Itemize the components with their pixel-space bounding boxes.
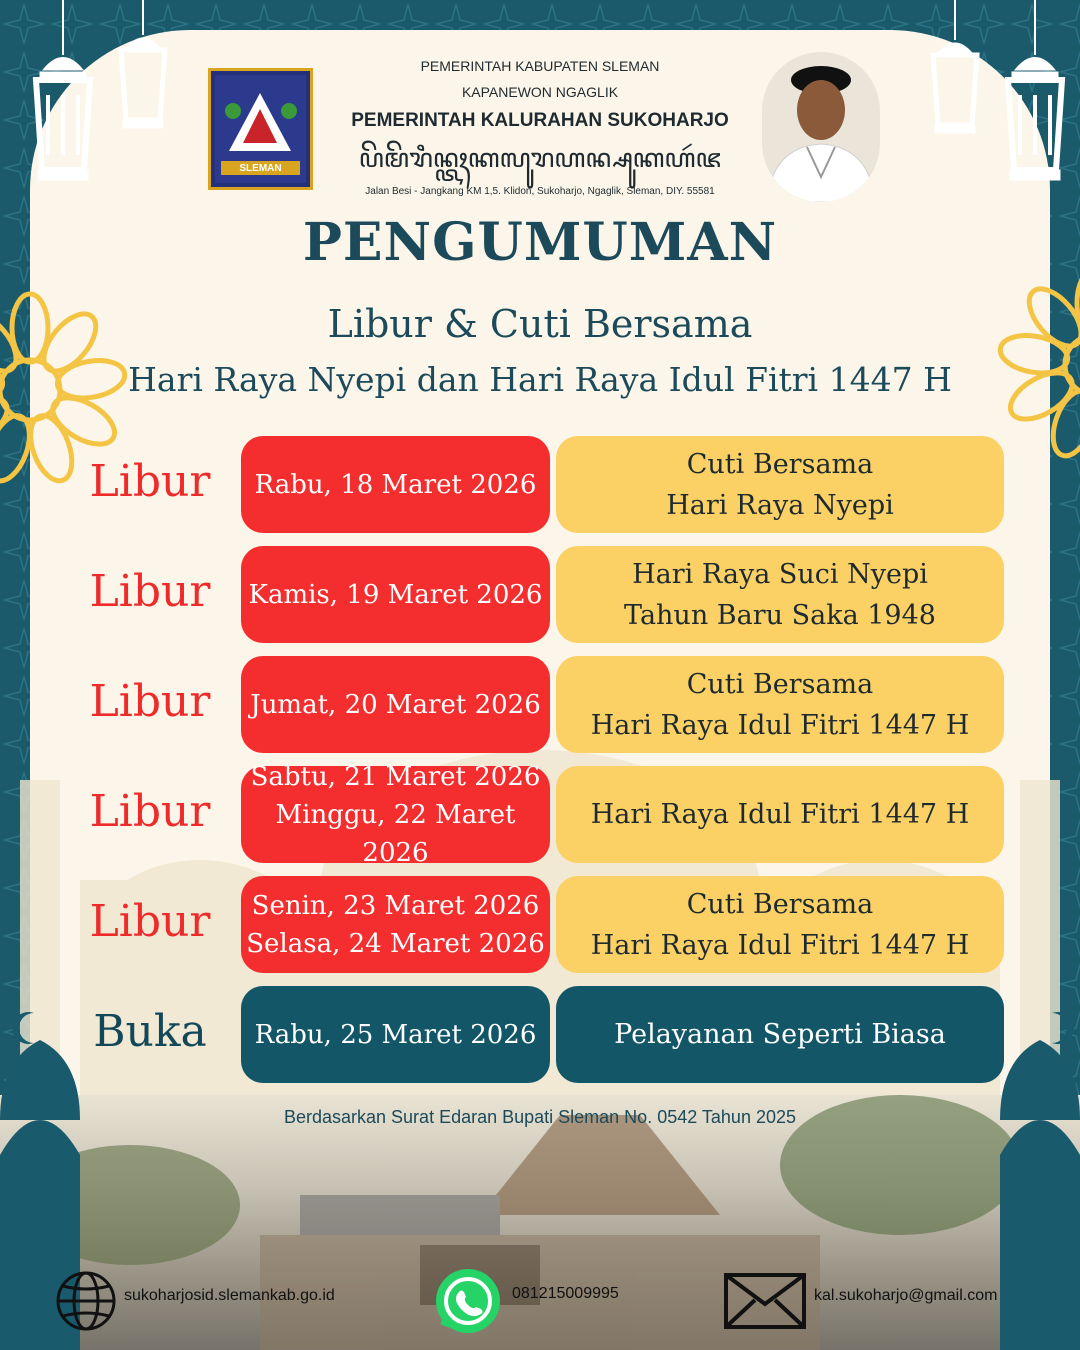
description-text: Hari Raya Idul Fitri 1447 H [590,709,970,741]
status-label: Libur [89,896,211,947]
description-text: Hari Raya Suci Nyepi [632,558,928,590]
whatsapp-icon [433,1266,503,1336]
phone-number[interactable]: 081215009995 [512,1285,619,1302]
date-text: Sabtu, 21 Maret 2026 [250,761,541,792]
date-pill [241,546,550,643]
date-text: Senin, 23 Maret 2026 [251,890,540,921]
status-label: Libur [89,456,211,507]
date-text: Minggu, 22 Maret 2026 [275,799,516,868]
description-text: Cuti Bersama [686,448,874,480]
date-pill [241,761,550,868]
description-text: Cuti Bersama [686,668,874,700]
header-line-regency: PEMERINTAH KABUPATEN SLEMAN [420,58,660,74]
description-pill [556,546,1004,643]
header-line-village: PEMERINTAH KALURAHAN SUKOHARJO [351,110,729,131]
mail-icon [723,1272,807,1330]
header-address: Jalan Besi - Jangkang KM 1,5. Klidon, Sukoharjo, Ngaglik, Sleman, DIY. 55581 [365,186,715,197]
official-portrait [762,52,880,202]
date-pill [241,876,550,973]
date-text: Rabu, 25 Maret 2026 [254,1019,537,1050]
header-line-district: KAPANEWON NGAGLIK [461,84,619,100]
description-pill [556,876,1004,973]
lantern-icon-left [18,0,198,230]
status-label: Libur [89,676,211,727]
date-text: Rabu, 18 Maret 2026 [254,469,537,500]
logo-label: SLEMAN [239,163,282,174]
description-text: Pelayanan Seperti Biasa [614,1019,946,1050]
date-text: Selasa, 24 Maret 2026 [246,928,545,959]
description-text: Hari Raya Idul Fitri 1447 H [590,929,970,961]
javanese-script: ꦥꦼꦩꦼꦫꦶꦤ꧀ꦠꦃꦏꦭꦸꦫꦲꦤ꧀ꦱꦸꦏꦲꦂꦗ [358,144,722,174]
description-pill [556,436,1004,533]
subtitle-occasion: Hari Raya Nyepi dan Hari Raya Idul Fitri 1447 H [128,360,952,399]
description-pill [556,766,1004,863]
description-text: Cuti Bersama [686,888,874,920]
village-office-photo [0,1095,1080,1350]
description-pill [556,986,1004,1083]
footnote: Berdasarkan Surat Edaran Bupati Sleman No. 0542 Tahun 2025 [283,1107,796,1127]
sleman-logo [208,68,313,190]
date-text: Kamis, 19 Maret 2026 [248,579,543,610]
status-label: Libur [89,786,211,837]
status-label: Libur [89,566,211,617]
page-title: PENGUMUMAN [302,212,778,273]
email-address[interactable]: kal.sukoharjo@gmail.com [814,1287,998,1304]
date-pill [241,656,550,753]
description-text: Hari Raya Idul Fitri 1447 H [590,799,970,830]
description-text: Hari Raya Nyepi [666,489,894,521]
description-pill [556,656,1004,753]
date-pill [241,986,550,1083]
date-pill [241,436,550,533]
description-text: Tahun Baru Saka 1948 [624,599,936,631]
website-link[interactable]: sukoharjosid.slemankab.go.id [124,1287,335,1304]
globe-icon [55,1270,117,1332]
date-text: Jumat, 20 Maret 2026 [250,689,541,720]
crescent-icon-right [1040,1008,1080,1048]
crescent-icon-left [6,1008,46,1048]
status-label: Buka [93,1006,207,1057]
subtitle-holiday: Libur & Cuti Bersama [327,302,753,346]
lantern-icon-right [900,0,1080,230]
